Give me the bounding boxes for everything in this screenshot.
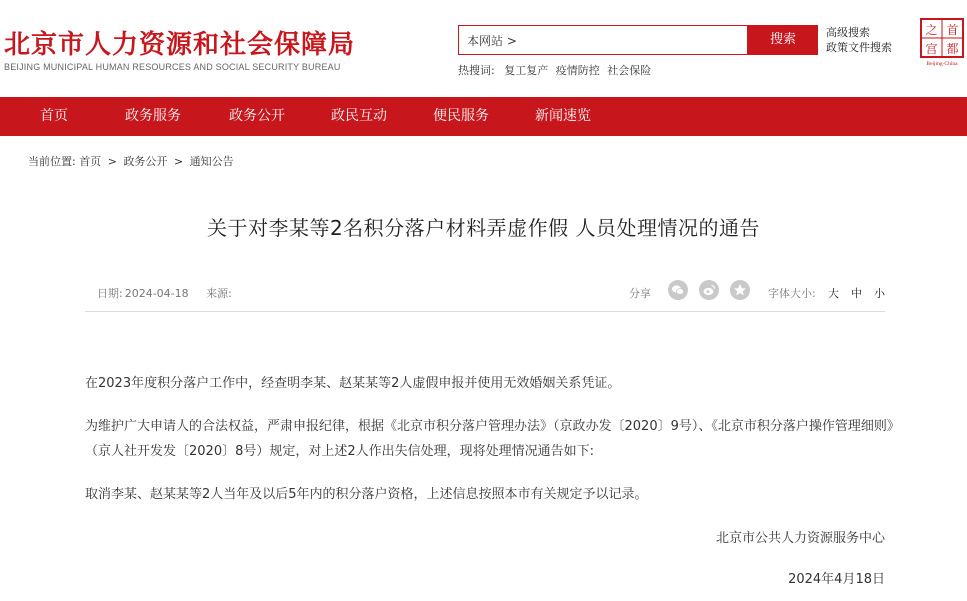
- site-logo-en: BEIJING MUNICIPAL HUMAN RESOURCES AND SOCIAL SECURITY BUREAU: [4, 62, 341, 72]
- article-title: 关于对李某等2名积分落户材料弄虚作假 人员处理情况的通告: [206, 216, 761, 240]
- nav-item-news[interactable]: 新闻速览: [535, 108, 591, 124]
- meta-divider: [85, 311, 885, 312]
- site-header: [0, 0, 967, 97]
- breadcrumb-item-home[interactable]: 首页: [79, 155, 102, 168]
- hot-keyword[interactable]: 疫情防控: [555, 64, 600, 77]
- issue-date: 2024年4月18日: [788, 572, 885, 587]
- site-logo-cn[interactable]: 北京市人力资源和社会保障局: [4, 30, 356, 60]
- logo-char: 都: [946, 42, 959, 56]
- article-paragraph-2: 为维护广大申请人的合法权益，严肃申报纪律，根据《北京市积分落户管理办法》（京政办发〔2020〕9号）、《北京市积分落户操作管理细则》（京人社开发发〔2020〕8号）规定，对上述2人作出失信处理，现将处理情况通告如下:: [85, 419, 894, 459]
- source-label: 来源:: [206, 287, 232, 300]
- share-label: 分享: [629, 287, 651, 300]
- nav-item-interaction[interactable]: 政民互动: [331, 108, 387, 124]
- font-size-small[interactable]: 小: [874, 287, 885, 300]
- logo-char: 宫: [925, 42, 938, 56]
- hot-keyword[interactable]: 复工复产: [504, 64, 549, 77]
- weibo-icon[interactable]: [699, 280, 719, 300]
- nav-item-disclosure[interactable]: 政务公开: [229, 108, 285, 124]
- breadcrumb-item-notices[interactable]: 通知公告: [189, 155, 234, 168]
- wechat-icon[interactable]: [668, 280, 688, 300]
- date-label: 日期:: [97, 287, 123, 300]
- date-field: [97, 287, 189, 300]
- policy-search-link[interactable]: 政策文件搜索: [826, 41, 892, 54]
- issuer: 北京市公共人力资源服务中心: [715, 531, 885, 546]
- article-paragraph-1: 在2023年度积分落户工作中，经查明李某、赵某某等2人虚假申报并使用无效婚姻关系凭证。: [85, 376, 621, 391]
- advanced-search-link[interactable]: 高级搜索: [826, 26, 870, 39]
- hot-keywords: [458, 62, 655, 78]
- article-paragraph-3: 取消李某、赵某某等2人当年及以后5年内的积分落户资格，上述信息按照本市有关规定予以记录。: [85, 487, 648, 502]
- breadcrumb-separator: >: [107, 155, 117, 168]
- font-size-medium[interactable]: 中: [851, 287, 862, 300]
- nav-item-home[interactable]: 首页: [40, 108, 68, 124]
- qzone-icon[interactable]: [730, 280, 750, 300]
- breadcrumb: [28, 153, 234, 169]
- breadcrumb-separator: >: [173, 155, 184, 168]
- search-input[interactable]: [529, 29, 743, 53]
- logo-caption: Beijing·China: [926, 61, 958, 67]
- hot-keyword[interactable]: 社会保险: [607, 64, 652, 77]
- font-size-label: 字体大小:: [768, 287, 816, 300]
- nav-item-services[interactable]: 政务服务: [125, 108, 181, 124]
- article-date: 2024-04-18: [124, 287, 189, 300]
- logo-char: 之: [925, 23, 938, 37]
- breadcrumb-item-disclosure[interactable]: 政务公开: [123, 155, 168, 168]
- search-button[interactable]: 搜索: [748, 25, 818, 55]
- wechat-icon-glyph: [668, 280, 688, 300]
- article-meta: [97, 285, 246, 301]
- weibo-icon-glyph: [699, 280, 719, 300]
- font-size-large[interactable]: 大: [828, 287, 839, 300]
- search-scope-select[interactable]: 本网站 >: [467, 34, 517, 48]
- capital-beijing-logo: [920, 18, 964, 68]
- qzone-icon-glyph: [730, 280, 750, 300]
- nav-item-convenience[interactable]: 便民服务: [433, 108, 489, 124]
- breadcrumb-label: 当前位置:: [28, 155, 76, 168]
- logo-char: 首: [946, 23, 959, 37]
- hot-keywords-label: 热搜词:: [458, 64, 495, 77]
- search-box: [458, 25, 748, 55]
- main-nav: [0, 97, 967, 136]
- advanced-search-links: [826, 25, 892, 55]
